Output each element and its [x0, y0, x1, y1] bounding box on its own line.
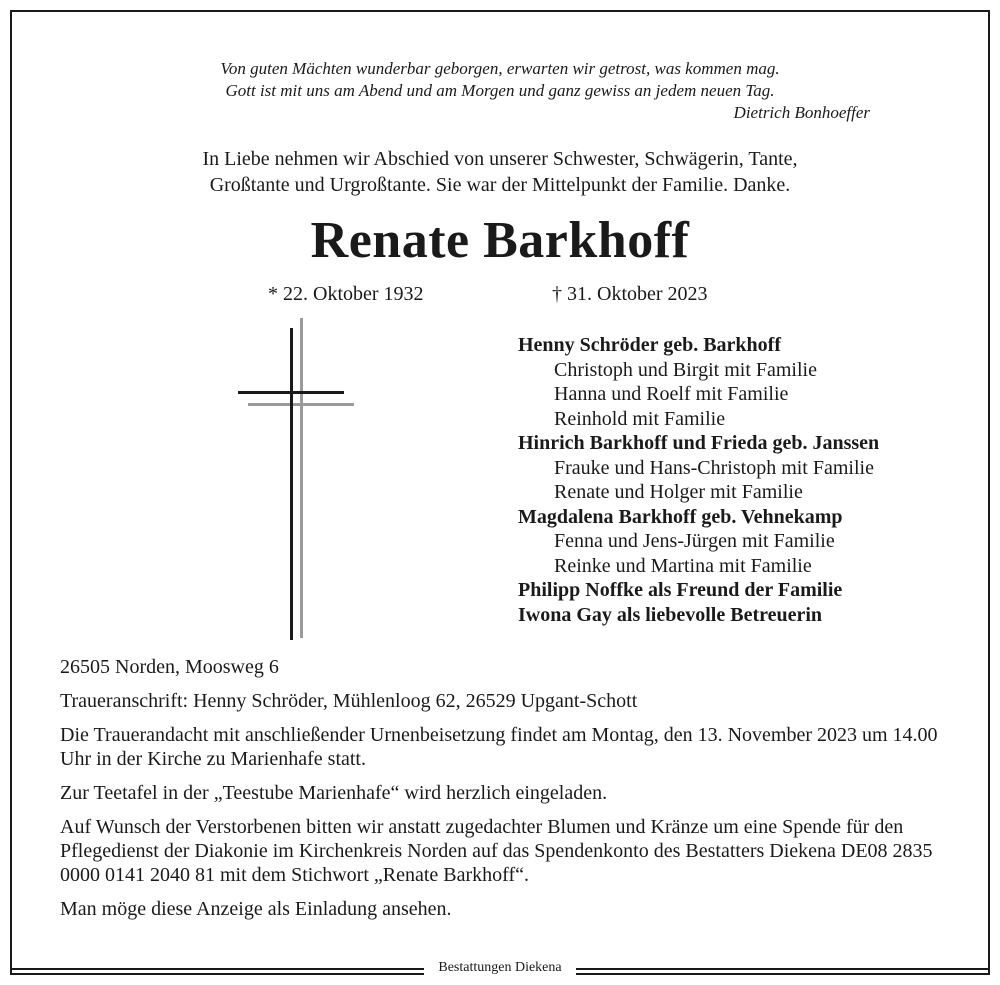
- intro-line: Großtante und Urgroßtante. Sie war der Mittelpunkt der Familie. Danke.: [209, 174, 791, 196]
- deceased-name: Renate Barkhoff: [310, 212, 690, 269]
- quote-line: Gott ist mit uns am Abend und am Morgen und ganz gewiss an jedem neuen Tag.: [225, 81, 775, 100]
- death-date: † 31. Oktober 2023: [552, 283, 708, 305]
- family-member: Reinke und Martina mit Familie: [554, 554, 812, 577]
- donation-request: Auf Wunsch der Verstorbenen bitten wir anstatt zugedachter Blumen und Kränze um eine Spende für den Pflegedienst der Diakonie im Kirchenkreis Norden auf das Spendenkonto des Bestatters Diekena DE08 2835 0000 0141 2040 81 mit dem Stichwort „Renate Barkhoff“.: [60, 816, 933, 886]
- notice-body: [60, 655, 940, 931]
- undertaker-label: Bestattungen Diekena: [424, 960, 575, 975]
- tea-invitation: Zur Teetafel in der „Teestube Marienhafe“ wird herzlich eingeladen.: [60, 782, 608, 804]
- family-head: Henny Schröder geb. Barkhoff: [518, 334, 781, 356]
- family-member: Renate und Holger mit Familie: [554, 481, 803, 503]
- quote-line: Von guten Mächten wunderbar geborgen, erwarten wir getrost, was kommen mag.: [220, 59, 780, 78]
- family-member: Reinhold mit Familie: [554, 407, 726, 430]
- family-head: Magdalena Barkhoff geb. Vehnekamp: [518, 505, 843, 528]
- cross-icon: [230, 316, 370, 646]
- footer: [0, 958, 1000, 978]
- quote: [0, 58, 1000, 102]
- closing-note: Man möge diese Anzeige als Einladung ansehen.: [60, 898, 452, 920]
- family-member: Frauke und Hans-Christoph mit Familie: [554, 456, 874, 479]
- family-member: Fenna und Jens-Jürgen mit Familie: [554, 530, 835, 552]
- quote-author: Dietrich Bonhoeffer: [733, 103, 870, 122]
- family-head: Hinrich Barkhoff und Frieda geb. Janssen: [518, 432, 880, 454]
- family-list: [518, 333, 879, 627]
- family-member: Christoph und Birgit mit Familie: [554, 358, 817, 381]
- family-head: Philipp Noffke als Freund der Familie: [518, 579, 843, 601]
- birth-date: * 22. Oktober 1932: [268, 283, 424, 305]
- family-member: Hanna und Roelf mit Familie: [554, 383, 789, 405]
- address-line: 26505 Norden, Moosweg 6: [60, 656, 279, 678]
- service-info: Die Trauerandacht mit anschließender Urnenbeisetzung findet am Montag, den 13. November 2023 um 14.00 Uhr in der Kirche zu Marienhafe statt.: [60, 724, 938, 770]
- family-head: Iwona Gay als liebevolle Betreuerin: [518, 603, 823, 626]
- intro-text: [0, 146, 1000, 198]
- mourning-address: Traueranschrift: Henny Schröder, Mühlenloog 62, 26529 Upgant-Schott: [60, 690, 638, 712]
- intro-line: In Liebe nehmen wir Abschied von unserer Schwester, Schwägerin, Tante,: [202, 148, 798, 170]
